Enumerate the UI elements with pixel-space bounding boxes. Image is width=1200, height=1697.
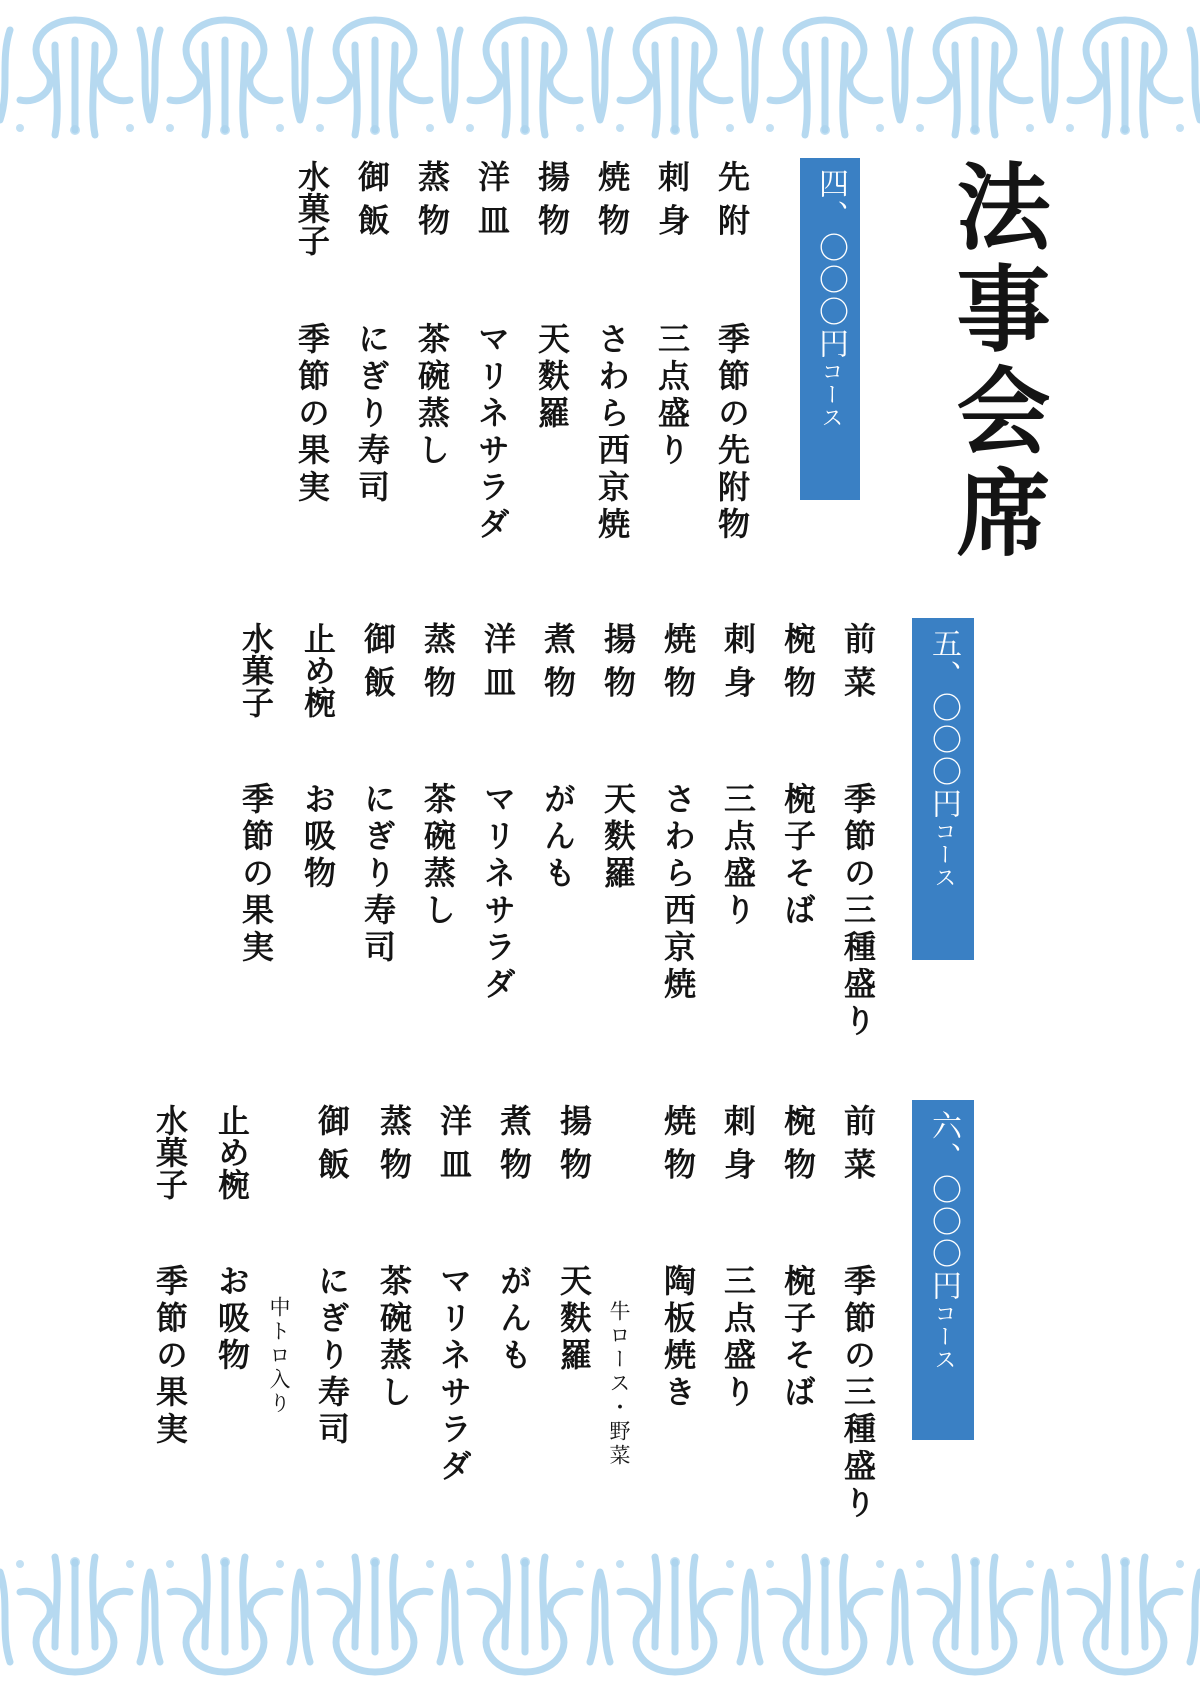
menu-dish: にぎり寿司	[359, 782, 397, 967]
course-suffix: コース	[818, 360, 843, 429]
menu-dish: 椀子そば	[779, 1264, 817, 1412]
menu-category: 先 附	[713, 160, 751, 236]
menu-dish: 三点盛り	[719, 782, 757, 930]
menu-dish: にぎり寿司	[313, 1264, 351, 1449]
menu-category: 揚 物	[533, 160, 571, 236]
menu-dish: 陶板焼き	[659, 1264, 697, 1412]
menu-dish: 季節の果実	[293, 322, 331, 507]
course-label-6000	[912, 1100, 974, 1440]
menu-category: 水菓子	[151, 1104, 189, 1200]
menu-category: 洋 皿	[473, 160, 511, 236]
menu-dish: マリネサラダ	[473, 322, 511, 544]
menu-category: 揚 物	[599, 622, 637, 698]
menu-dish: マリネサラダ	[435, 1264, 473, 1486]
menu-category: 煮 物	[539, 622, 577, 698]
menu-dish: 三点盛り	[719, 1264, 757, 1412]
top-decorative-border	[0, 10, 1200, 140]
menu-category: 蒸 物	[419, 622, 457, 698]
menu-dish: 茶碗蒸し	[413, 322, 451, 470]
menu-dish: にぎり寿司	[353, 322, 391, 507]
course-label-4000	[800, 158, 860, 500]
menu-category: 洋 皿	[435, 1104, 473, 1180]
menu-category: 前 菜	[839, 622, 877, 698]
menu-note: 中トロ入り	[267, 1296, 291, 1416]
menu-category: 揚 物	[555, 1104, 593, 1180]
menu-dish: 季節の果実	[151, 1264, 189, 1449]
menu-dish: 天麩羅	[599, 782, 637, 893]
menu-category: 焼 物	[593, 160, 631, 236]
menu-category: 椀 物	[779, 1104, 817, 1180]
menu-category: 水菓子	[293, 160, 331, 256]
menu-category: 御 飯	[359, 622, 397, 698]
menu-dish: 天麩羅	[533, 322, 571, 433]
menu-dish: 季節の先附物	[713, 322, 751, 544]
menu-category: 水菓子	[237, 622, 275, 718]
menu-category: 焼 物	[659, 622, 697, 698]
menu-dish: 季節の果実	[237, 782, 275, 967]
course-price: 四、〇〇〇円	[813, 168, 848, 360]
menu-category: 蒸 物	[413, 160, 451, 236]
menu-dish: マリネサラダ	[479, 782, 517, 1004]
menu-dish: 椀子そば	[779, 782, 817, 930]
menu-dish: 季節の三種盛り	[839, 782, 877, 1041]
menu-category: 前 菜	[839, 1104, 877, 1180]
menu-dish: がんも	[539, 782, 577, 893]
course-suffix: コース	[931, 820, 956, 889]
course-price: 五、〇〇〇円	[926, 628, 961, 820]
menu-category: 煮 物	[495, 1104, 533, 1180]
menu-category: 洋 皿	[479, 622, 517, 698]
menu-category: 御 飯	[313, 1104, 351, 1180]
course-suffix: コース	[931, 1302, 956, 1371]
menu-category: 刺 身	[719, 1104, 757, 1180]
menu-category: 御 飯	[353, 160, 391, 236]
menu-dish: 茶碗蒸し	[375, 1264, 413, 1412]
menu-dish: お吸物	[213, 1264, 251, 1375]
menu-dish: 季節の三種盛り	[839, 1264, 877, 1523]
menu-category: 刺 身	[653, 160, 691, 236]
menu-dish: 三点盛り	[653, 322, 691, 470]
course-price: 六、〇〇〇円	[926, 1110, 961, 1302]
course-label-5000	[912, 618, 974, 960]
menu-category: 刺 身	[719, 622, 757, 698]
menu-dish: さわら西京焼	[659, 782, 697, 1004]
menu-category: 止め椀	[299, 622, 337, 718]
menu-category: 焼 物	[659, 1104, 697, 1180]
menu-dish: 天麩羅	[555, 1264, 593, 1375]
menu-dish: がんも	[495, 1264, 533, 1375]
bottom-decorative-border	[0, 1552, 1200, 1682]
page-title: 法事会席	[940, 158, 1050, 566]
menu-note: 牛ロース・野菜	[607, 1300, 631, 1468]
menu-dish: お吸物	[299, 782, 337, 893]
menu-dish: さわら西京焼	[593, 322, 631, 544]
menu-category: 蒸 物	[375, 1104, 413, 1180]
menu-category: 椀 物	[779, 622, 817, 698]
menu-dish: 茶碗蒸し	[419, 782, 457, 930]
menu-category: 止め椀	[213, 1104, 251, 1200]
